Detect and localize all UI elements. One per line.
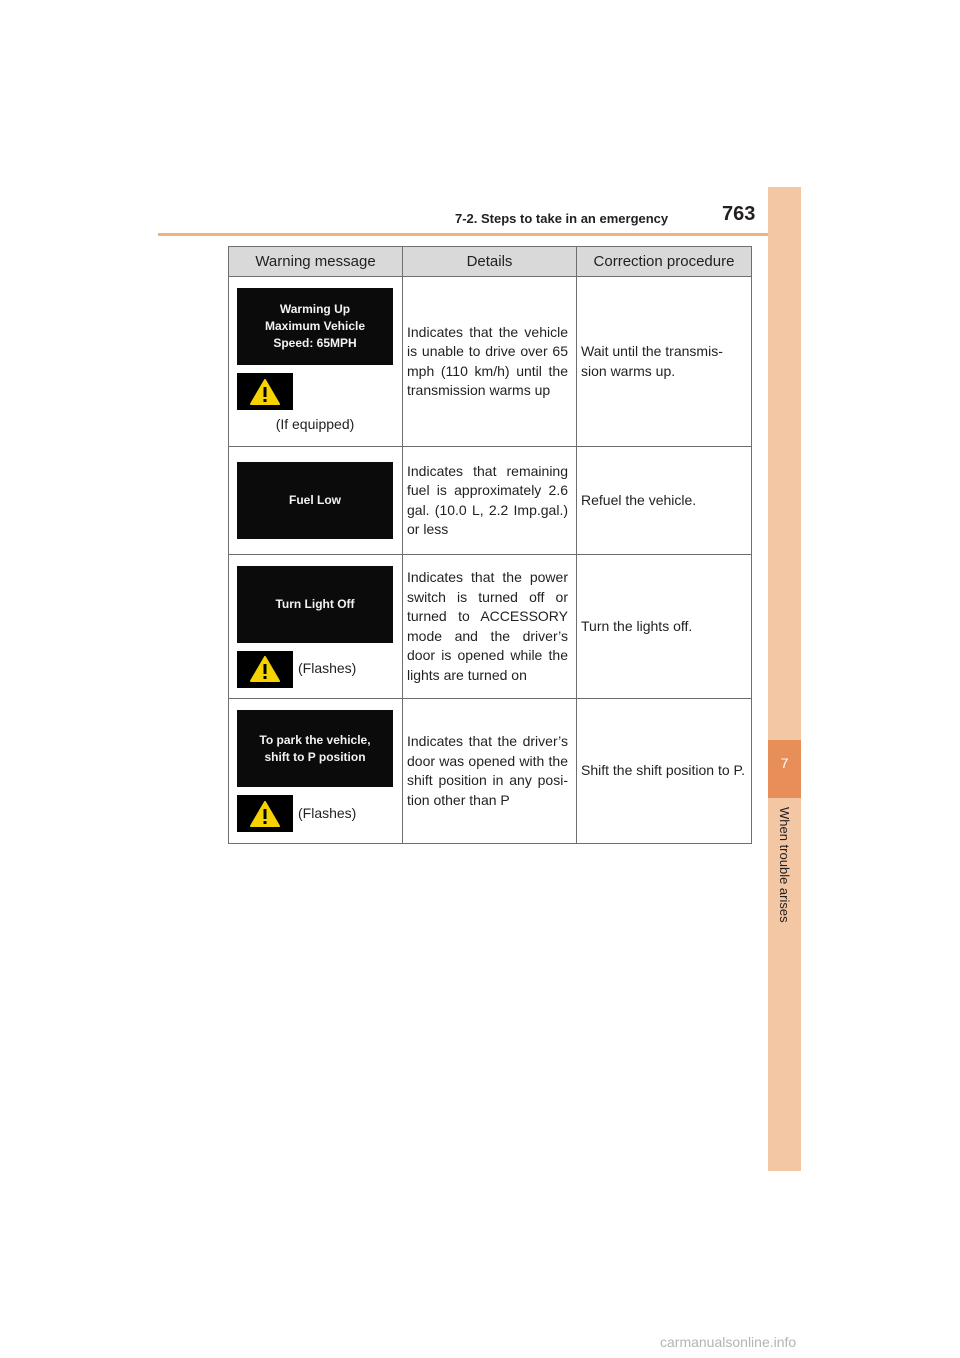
if-equipped-note: (If equipped) <box>275 416 355 433</box>
warning-message-table <box>228 246 752 844</box>
warning-message-cell <box>229 277 403 447</box>
display-message: Fuel Low <box>237 462 393 539</box>
header-rule <box>158 233 800 236</box>
warning-triangle-icon <box>237 373 293 410</box>
column-header-details: Details <box>403 247 577 277</box>
correction-cell: Refuel the vehicle. <box>577 447 752 555</box>
table-row <box>229 277 752 447</box>
flashes-note: (Flashes) <box>298 660 357 677</box>
table-row <box>229 447 752 555</box>
warning-message-cell <box>229 447 403 555</box>
warning-icon-line <box>237 795 402 832</box>
warning-icon-line <box>237 373 402 410</box>
column-header-correction-procedure: Correction procedure <box>577 247 752 277</box>
watermark: carmanualsonline.info <box>660 1334 797 1350</box>
warning-message-cell <box>229 699 403 844</box>
section-title: 7-2. Steps to take in an emergency <box>455 211 669 226</box>
details-cell: Indicates that the vehicle is unable to drive over 65 mph (110 km/h) until the transmission warms up <box>403 277 577 447</box>
display-message: Warming Up Maximum Vehicle Speed: 65MPH <box>237 288 393 365</box>
warning-triangle-icon <box>237 651 293 688</box>
details-cell: Indicates that remaining fuel is approximately 2.6 gal. (10.0 L, 2.2 Imp.gal.) or less <box>403 447 577 555</box>
chapter-title: When trouble arises <box>777 807 792 923</box>
details-cell: Indicates that the power switch is turned off or turned to ACCESSORY mode and the driver’s door is opened while the lights are turned on <box>403 555 577 699</box>
display-message: Turn Light Off <box>237 566 393 643</box>
page-number: 763 <box>722 203 756 225</box>
page-header <box>158 200 800 236</box>
warning-message-cell <box>229 555 403 699</box>
table-header-row <box>229 247 752 277</box>
chapter-side-tab <box>768 187 801 1171</box>
table-row <box>229 699 752 844</box>
correction-cell: Wait until the transmis-sion warms up. <box>577 277 752 447</box>
chapter-number-box <box>768 740 801 798</box>
warning-triangle-icon <box>237 795 293 832</box>
table-row <box>229 555 752 699</box>
warning-icon-line <box>237 651 402 688</box>
correction-cell: Shift the shift position to P. <box>577 699 752 844</box>
column-header-warning-message: Warning message <box>229 247 403 277</box>
details-cell: Indicates that the driver’s door was opened with the shift position in any posi-tion other than P <box>403 699 577 844</box>
display-message: To park the vehicle, shift to P position <box>237 710 393 787</box>
flashes-note: (Flashes) <box>298 804 357 821</box>
chapter-number: 7 <box>780 755 789 771</box>
correction-cell: Turn the lights off. <box>577 555 752 699</box>
